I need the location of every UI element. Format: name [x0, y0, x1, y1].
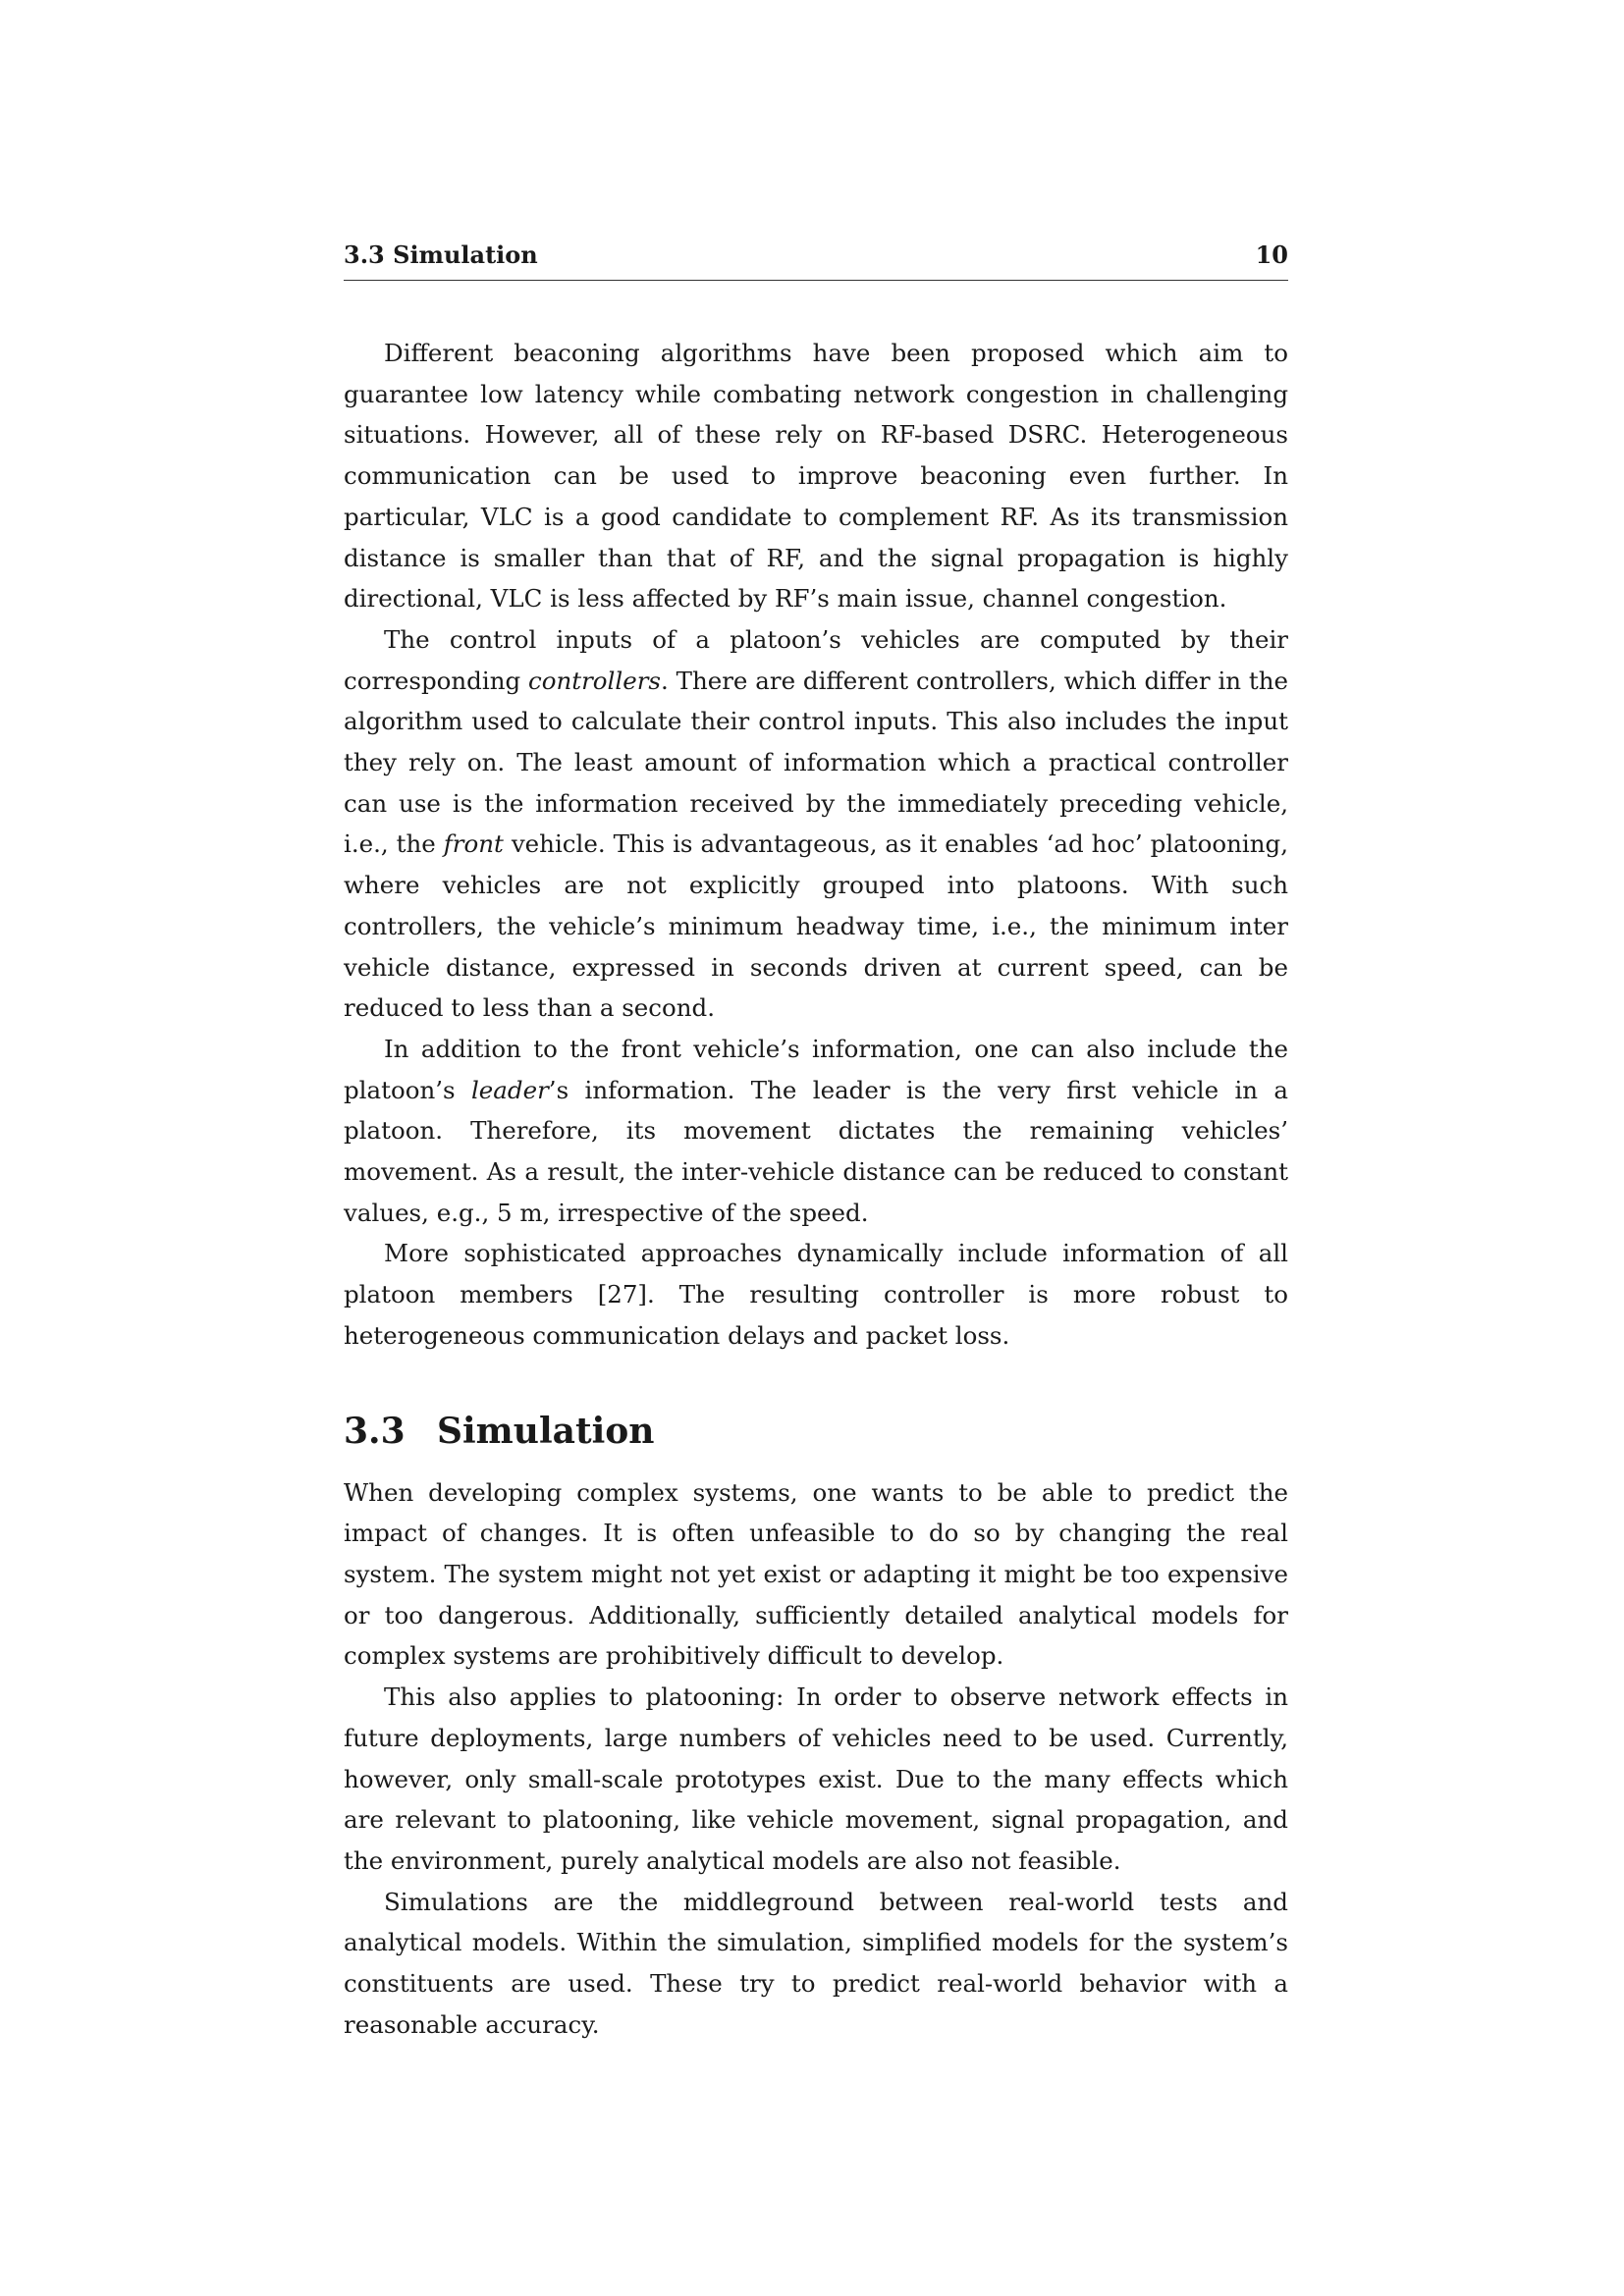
paragraph-platooning: This also applies to platooning: In order to observe network effects in future deployments, large numbers of vehicles need to be used. Currently, however, only small-scale prototypes exist. Due to the many effects which are relevant to platooning, like vehicle movement, signal propagation, and the environment, purely analytical models are also not feasible. [344, 1682, 1288, 1875]
paragraph-complex-systems: When developing complex systems, one wants to be able to predict the impact of changes. It is often unfeasible to do so by changing the real system. The system might not yet exist or adapting it might be too expensive or too dangerous. Additionally, sufficiently detailed analytical models for complex systems are prohibitively difficult to develop. [344, 1477, 1288, 1671]
document-page [344, 0, 1288, 2296]
emphasis-leader: leader [470, 1075, 549, 1104]
paragraph-text: The control inputs of a platoon’s vehicles are computed by their corresponding [344, 624, 1288, 695]
paragraph-simulations: Simulations are the middleground between real-world tests and analytical models. Within the simulation, simplified models for the system’s constituents are used. These try to predict real-world behavior with a reasonable accuracy. [344, 1887, 1288, 2039]
paragraph-text: ’s information. The leader is the very first vehicle in a platoon. Therefore, its movement dictates the remaining vehicles’ movement. As a result, the inter-vehicle distance can be reduced to constant values, e.g., 5 m, irrespective of the speed. [344, 1075, 1288, 1227]
section-number: 3.3 [344, 1410, 406, 1452]
paragraph-controllers [344, 619, 1288, 1029]
paragraph-leader [344, 1029, 1288, 1234]
paragraph-text: In addition to the front vehicle’s information, one can also include the platoon’s [344, 1034, 1288, 1104]
emphasis-front: front [443, 829, 504, 859]
running-header [344, 241, 1288, 281]
page-number: 10 [1255, 240, 1288, 269]
body-text [344, 333, 1288, 2045]
paragraph-beaconing: Different beaconing algorithms have been proposed which aim to guarantee low latency while combating network congestion in challenging situations. However, all of these rely on RF-based DSRC. Heterogeneous communication can be used to improve beaconing even further. In particular, VLC is a good candidate to complement RF. As its transmission distance is smaller than that of RF, and the signal propagation is highly directional, VLC is less affected by RF’s main issue, channel congestion. [344, 339, 1288, 614]
section-title: Simulation [437, 1410, 655, 1452]
emphasis-controllers: controllers [527, 666, 661, 695]
section-heading [344, 1408, 1288, 1455]
paragraph-text: . There are different controllers, which differ in the algorithm used to calculate their control inputs. This also includes the input they rely on. The least amount of information which a practical controller can use is the information received by the immediately preceding vehicle, i.e., the [344, 666, 1288, 859]
header-section-title: 3.3 Simulation [344, 240, 538, 269]
paragraph-sophisticated: More sophisticated approaches dynamically include information of all platoon members [27]. The resulting controller is more robust to heterogeneous communication delays and packet loss. [344, 1239, 1288, 1350]
paragraph-text: vehicle. This is advantageous, as it enables ‘ad hoc’ platooning, where vehicles are not explicitly grouped into platoons. With such controllers, the vehicle’s minimum headway time, i.e., the minimum inter vehicle distance, expressed in seconds driven at current speed, can be reduced to less than a second. [344, 829, 1288, 1023]
